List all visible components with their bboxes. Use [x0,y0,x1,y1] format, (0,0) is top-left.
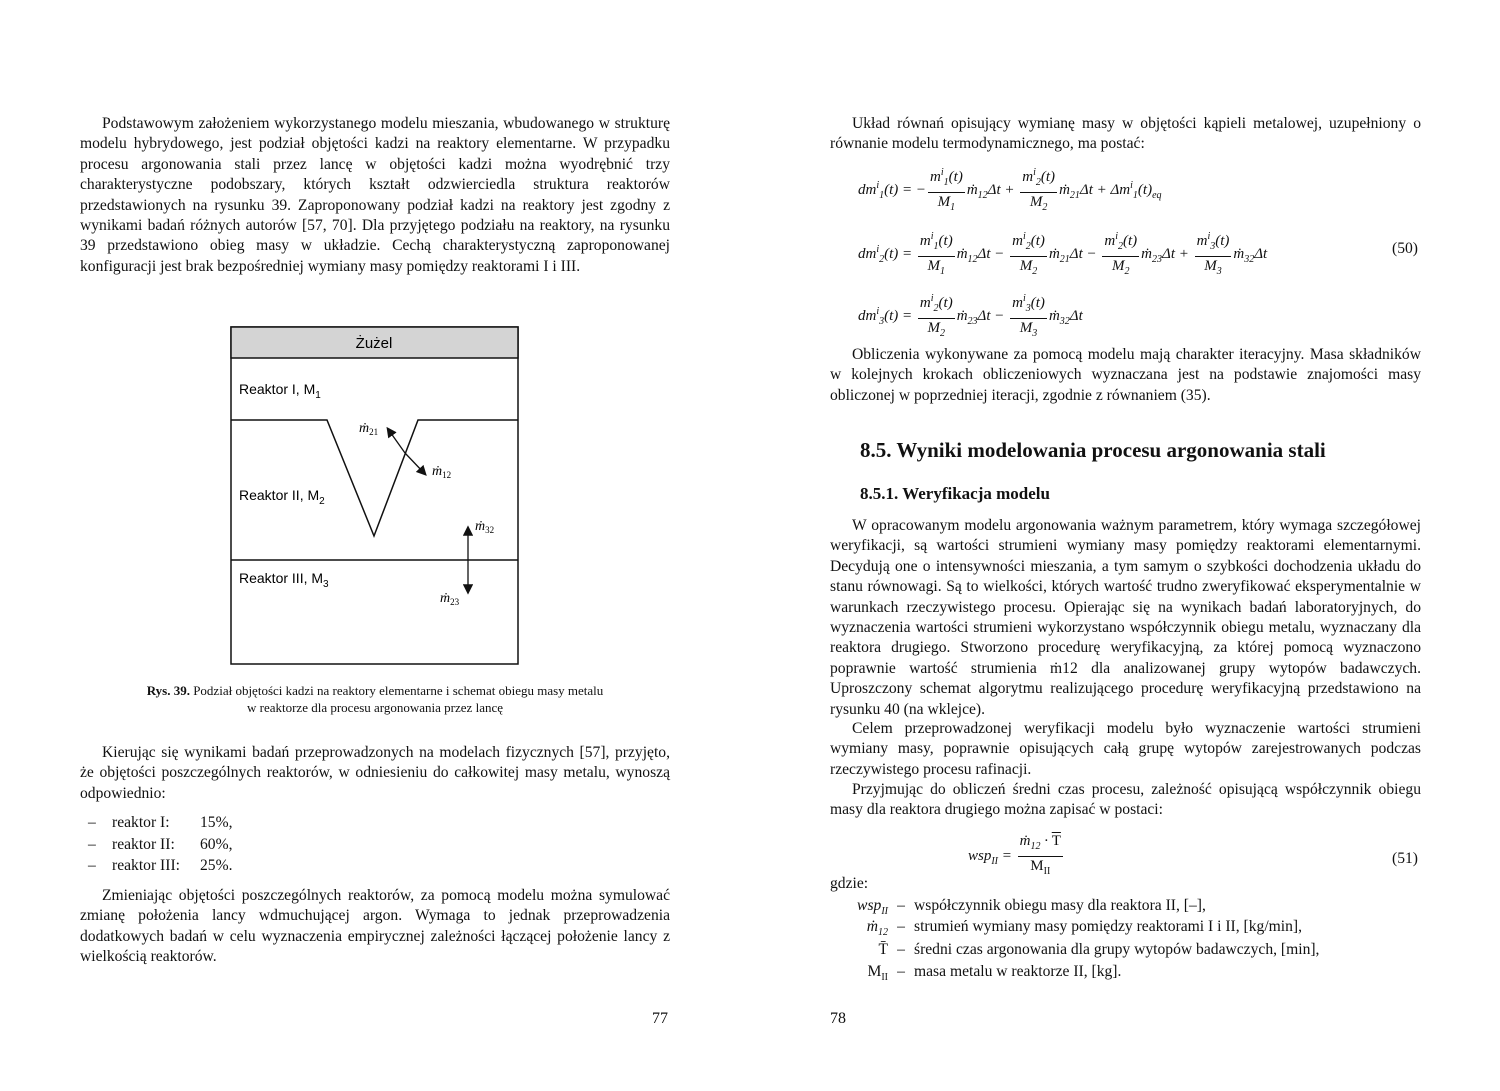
right-paragraph-4: Celem przeprowadzonej weryfikacji modelu było wyznaczenie wartości strumieni wymiany masy, poprawnie opisujących całą grupę wytopów zarejestrowanych podczas rzeczywistego procesu rafinacji. [830,720,1421,778]
list-item: – reaktor I: 15%, [88,814,233,831]
right-paragraph-3: W opracowanym modelu argonowania ważnym parametrem, który wymaga szczegółowej weryfikacji, są wartości strumieni wymiany masy pomiędzy reaktorami elementarnymi. Decydują one o intensywności mieszania, a tym samym o szybkości dochodzenia układu do stanu równowagi. Są to wielkości, których wartość trudno zweryfikować eksperymentalnie w warunkach rzeczywistego procesu. Opierając się na wynikach badań laboratoryjnych, do wyznaczenia wartości strumieni wykorzystano współczynnik obiegu metalu, wyznaczany dla reaktora drugiego. Stworzono procedurę weryfikacyjną, za której pomocą wyznaczono poprawnie wartość strumienia ṁ12 dla analizowanej grupy wytopów badawczych. Uproszczony schemat algorytmu realizującego procedurę weryfikacyjną przedstawiono na rysunku 40 (na wklejce). [830,517,1421,718]
flow-label-m12: ṁ$_{12}$ [432,464,452,480]
reactor-2-label: Reaktor II, $M_2$ [239,487,325,507]
where-label: gdzie: [830,875,869,892]
caption-label: Rys. 39. [146,683,190,698]
flow-arrow-m21 [388,429,405,453]
right-paragraph-1: Układ równań opisujący wymianę masy w objętości kąpieli metalowej, uzupełniony o równanie modelu termodynamicznego, ma postać: [830,115,1421,153]
section-heading: 8.5. Wyniki modelowania procesu argonowania stali [860,438,1326,462]
definition-row: wsp$_{II}$ – współczynnik obiegu masy dla reaktora II, [–], [857,897,1206,918]
equation-number-50: (50) [1392,240,1418,257]
definition-row: ṁ$_{12}$ – strumień wymiany masy pomiędzy reaktorami I i II, [kg/min], [866,918,1303,939]
right-paragraph-2: Obliczenia wykonywane za pomocą modelu mają charakter iteracyjny. Masa składników w kolejnych krokach obliczeniowych wyznaczana jest na podstawie znajomości masy obliczonej w poprzedniej iteracji, zgodnie z równaniem (35). [830,346,1421,404]
flow-arrow-m12 [405,453,425,474]
left-paragraph-3: Zmieniając objętości poszczególnych reaktorów, za pomocą modelu można symulować zmianę położenia lancy wdmuchującej argon. Wymaga to jednak przeprowadzenia dodatkowych badań w celu wyznaczenia empirycznej zależności łączącej położenie lancy z wielkością reaktorów. [80,887,670,966]
reactor-1-label: Reaktor I, $M_1$ [239,381,321,401]
left-paragraph-2: Kierując się wynikami badań przeprowadzonych na modelach fizycznych [57], przyjęto, że objętości poszczególnych reaktorów, w odniesieniu do całkowitej masy metalu, wynoszą odpowiednio: [80,744,670,802]
list-item: – reaktor II: 60%, [88,836,233,853]
subsection-heading: 8.5.1. Weryfikacja modelu [860,484,1050,503]
slag-label: Żużel [355,335,393,352]
equation-51: wsp$_{II}$ = $\frac{ṁ_{12} \cdot \overline{T}}{M_{II}}$ [968,833,1061,877]
caption-line-2: w reaktorze dla procesu argonowania przez lancę [246,700,503,715]
figure-caption [80,682,670,716]
left-paragraph-1: Podstawowym założeniem wykorzystanego modelu mieszania, wbudowanego w strukturę modelu hybrydowego, jest podział objętości kadzi na reaktory elementarne. W przypadku procesu argonowania stali przez lancę w objętości kadzi można wyodrębnić trzy charakterystyczne podobszary, których kształt odzwierciedla struktura reaktorów przedstawionych na rysunku 39. Zaproponowany podział kadzi na reaktory jest zgodny z wynikami badań różnych autorów [57, 70]. Dla przyjętego podziału na reaktory, na rysunku 39 przedstawiono obieg masy w układzie. Cechą charakterystyczną zaproponowanej konfiguracji jest brak bezpośredniej wymiany masy pomiędzy reaktorami I i III. [80,115,670,275]
right-page [750,0,1500,1091]
equation-number-51: (51) [1392,850,1418,867]
flow-label-m21: ṁ$_{21}$ [359,421,379,437]
definition-row: $M_{II}$ – masa metalu w reaktorze II, [kg]. [867,963,1122,984]
right-paragraph-5: Przyjmując do obliczeń średni czas procesu, zależność opisującą współczynnik obiegu masy dla reaktora drugiego można zapisać w postaci: [830,781,1421,819]
figure-reactor-diagram [230,326,520,666]
reactor-3-label: Reaktor III, $M_3$ [239,570,329,590]
flow-label-m32: ṁ$_{32}$ [475,519,495,535]
equation-50-line-2: $dm^i_2(t)$ = $\frac{m^i_1(t)}{M_1}$ ṁ$_{12}$Δt − $\frac{m^i_2(t)}{M_2}$ ṁ$_{21}$Δt − $\frac{m^i_2(t)}{M_2}$ ṁ$_{23}$Δt + $\frac{m^i_3(t)}{M_3}$ ṁ$_{32}$Δt [858,228,1267,281]
caption-line-1: Podział objętości kadzi na reaktory elementarne i schemat obiegu masy metalu [189,683,604,698]
page-number-left: 77 [652,1010,668,1027]
definition-row: T̄ – średni czas argonowania dla grupy wytopów badawczych, [min], [878,941,1320,958]
list-item: – reaktor III: 25%. [88,857,233,874]
equation-50-line-1: $dm^i_1(t)$ = − $\frac{m^i_1(t)}{M_1}$ ṁ$_{12}$Δt + $\frac{m^i_2(t)}{M_2}$ ṁ$_{21}$Δt + $\Delta m^i_1(t)_{eq}$ [858,164,1162,217]
page-number-right: 78 [830,1010,846,1027]
equation-50-line-3: $dm^i_3(t)$ = $\frac{m^i_2(t)}{M_2}$ ṁ$_{23}$Δt − $\frac{m^i_3(t)}{M_3}$ ṁ$_{32}$Δt [858,290,1083,343]
flow-label-m23: ṁ$_{23}$ [440,591,460,607]
